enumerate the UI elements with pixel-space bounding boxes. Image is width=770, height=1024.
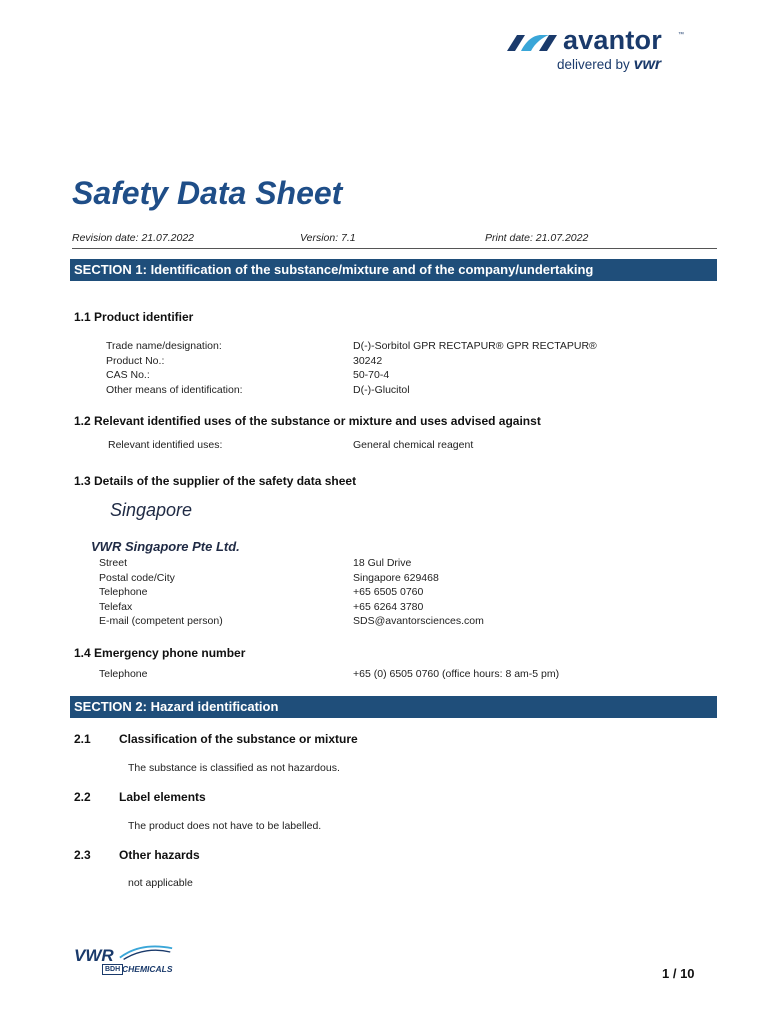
label-telefax: Telefax: [99, 600, 133, 613]
section-2-header: [70, 696, 717, 718]
label-email: E-mail (competent person): [99, 615, 223, 628]
avantor-mark-icon: [505, 31, 565, 55]
header-divider: [72, 248, 717, 249]
print-date: Print date: 21.07.2022: [485, 232, 589, 244]
product-identifier-labels: [106, 339, 243, 397]
trademark-symbol: ™: [678, 32, 684, 38]
avantor-wordmark: avantor: [563, 25, 662, 55]
revision-date: Revision date: 21.07.2022: [72, 232, 195, 244]
item-2-2-text: The product does not have to be labelled.: [128, 820, 322, 832]
value-emergency-telephone: +65 (0) 6505 0760 (office hours: 8 am-5 pm): [353, 668, 560, 680]
vwr-chemicals-logo: [74, 940, 184, 980]
tagline-text: delivered by: [557, 57, 630, 72]
value-other-means: D(-)-Glucitol: [353, 383, 410, 396]
value-product-no: 30242: [353, 354, 383, 367]
product-identifier-values: [353, 339, 597, 397]
item-2-1-number: 2.1: [74, 732, 91, 746]
item-2-2-number: 2.2: [74, 790, 91, 804]
label-cas-no: CAS No.:: [106, 369, 150, 382]
label-other-means: Other means of identification:: [106, 383, 243, 396]
item-2-3-text: not applicable: [128, 877, 193, 889]
value-identified-uses: General chemical reagent: [353, 439, 474, 451]
heading-1-2: 1.2 Relevant identified uses of the substance or mixture and uses advised against: [74, 414, 541, 428]
logo-tagline: [557, 56, 661, 74]
item-2-1-text: The substance is classified as not hazardous.: [128, 762, 340, 774]
supplier-country: Singapore: [110, 500, 193, 520]
item-2-1-heading: Classification of the substance or mixture: [119, 732, 358, 746]
heading-1-4: 1.4 Emergency phone number: [74, 646, 246, 660]
document-title: Safety Data Sheet: [72, 175, 343, 211]
vwr-wordmark: VWR: [74, 946, 114, 965]
heading-1-1: 1.1 Product identifier: [74, 310, 194, 324]
label-emergency-telephone: Telephone: [99, 668, 148, 680]
bdh-badge: BDH: [102, 964, 123, 975]
item-2-3-number: 2.3: [74, 848, 91, 862]
section-2-title: SECTION 2: Hazard identification: [74, 699, 279, 714]
section-1-header: [70, 259, 717, 281]
value-telefax: +65 6264 3780: [353, 600, 424, 613]
value-postal-city: Singapore 629468: [353, 571, 439, 584]
avantor-logo: [505, 25, 695, 76]
supplier-values: [353, 556, 484, 629]
supplier-company: VWR Singapore Pte Ltd.: [91, 539, 240, 554]
value-email[interactable]: SDS@avantorsciences.com: [353, 615, 484, 628]
supplier-labels: [99, 556, 223, 629]
version: Version: 7.1: [300, 232, 356, 244]
value-cas-no: 50-70-4: [353, 369, 390, 382]
item-2-2-heading: Label elements: [119, 790, 206, 804]
label-street: Street: [99, 557, 128, 569]
value-telephone: +65 6505 0760: [353, 586, 424, 599]
label-postal-city: Postal code/City: [99, 571, 175, 584]
label-telephone: Telephone: [99, 586, 148, 599]
item-2-3-heading: Other hazards: [119, 848, 200, 862]
value-street: 18 Gul Drive: [353, 557, 412, 569]
page-number: 1 / 10: [662, 966, 695, 981]
label-trade-name: Trade name/designation:: [106, 340, 222, 352]
flask-swoosh-icon: [118, 942, 174, 962]
heading-1-3: 1.3 Details of the supplier of the safety data sheet: [74, 474, 357, 488]
chemicals-label: CHEMICALS: [122, 964, 173, 974]
tagline-brand: vwr: [633, 56, 662, 73]
label-product-no: Product No.:: [106, 354, 165, 367]
section-1-title: SECTION 1: Identification of the substance/mixture and of the company/undertaking: [74, 262, 594, 277]
value-trade-name: D(-)-Sorbitol GPR RECTAPUR® GPR RECTAPUR®: [353, 340, 597, 352]
label-identified-uses: Relevant identified uses:: [108, 439, 223, 451]
